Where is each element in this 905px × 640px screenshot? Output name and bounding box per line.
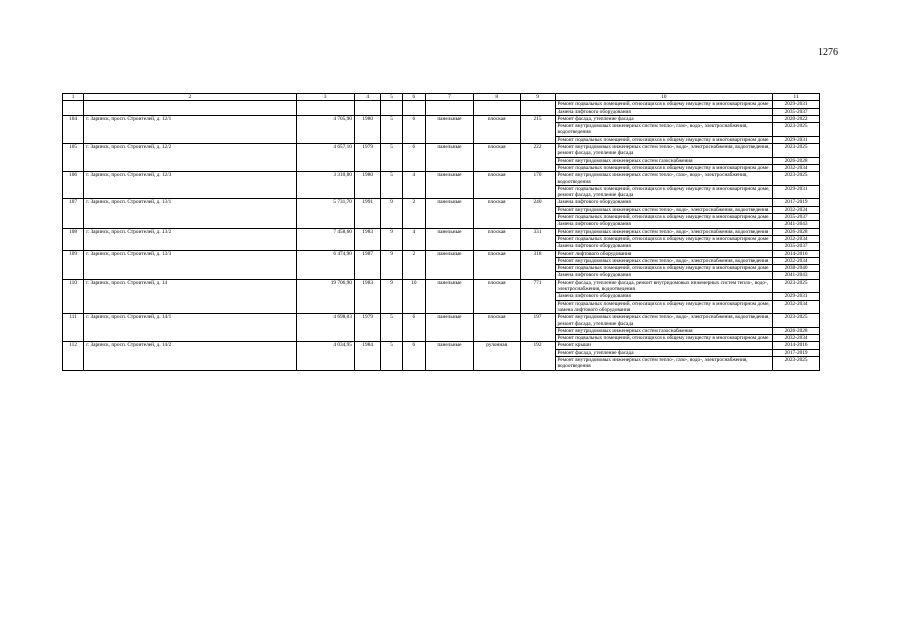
work-type: Ремонт внутридомовых инженерных систем газоснабжения [555, 327, 773, 334]
work-period: 2035-2037 [773, 108, 820, 115]
house-number: 104 [63, 115, 84, 143]
house-walls: панельные [426, 199, 474, 228]
house-roof: плоская [473, 314, 520, 342]
page-number: 1276 [818, 47, 838, 58]
house-walls: панельные [426, 115, 474, 143]
work-type: Ремонт фасада, утепление фасада, ремонт внутридомовых инженерных систем тепло-, водо-, электроснабжения, водоотведения [555, 279, 773, 293]
house-number: 107 [63, 199, 84, 228]
column-number-row [63, 94, 820, 101]
house-number: 108 [63, 228, 84, 250]
house-walls: панельные [426, 314, 474, 342]
house-entrances: 2 [402, 250, 425, 279]
table-row [63, 250, 820, 257]
table-row [63, 314, 820, 328]
house-address: г. Заринск, просп. Строителей, д. 14/2 [84, 342, 296, 370]
house-number: 112 [63, 342, 84, 370]
work-type: Ремонт внутридомовых инженерных систем газоснабжения [555, 157, 773, 164]
house-walls: панельные [426, 279, 474, 313]
work-period: 2032-2034 [773, 335, 820, 342]
work-type: Ремонт подвальных помещений, относящихся к общему имуществу в многоквартирном доме, замена лифтового оборудования [555, 300, 773, 314]
table-row [63, 115, 820, 122]
house-floors: 5 [381, 144, 402, 172]
house-roof: плоская [473, 172, 520, 199]
work-period: 2026-2028 [773, 327, 820, 334]
house-entrances: 4 [402, 228, 425, 250]
work-period: 2032-2034 [773, 235, 820, 242]
house-address [84, 101, 296, 116]
work-type: Ремонт внутридомовых инженерных систем тепло-, водо-, электроснабжения, водоотведения [555, 228, 773, 235]
work-type: Ремонт подвальных помещений, относящихся к общему имуществу в многоквартирном доме [555, 101, 773, 108]
work-type: Ремонт подвальных помещений, относящихся к общему имуществу в многоквартирном доме [555, 235, 773, 242]
work-type: Замена лифтового оборудования [555, 108, 773, 115]
work-period: 2041-2043 [773, 221, 820, 228]
work-type: Ремонт внутридомовых инженерных систем тепло-, газо-, водо-, электроснабжения, водоотведения [555, 356, 773, 370]
house-floors: 5 [381, 115, 402, 143]
house-address: г. Заринск, просп. Строителей, д. 13/2 [84, 228, 296, 250]
house-entrances: 6 [402, 342, 425, 370]
house-residents: 222 [520, 144, 555, 172]
house-residents: 215 [520, 115, 555, 143]
column-header: 10 [555, 94, 773, 101]
work-type: Замена лифтового оборудования [555, 199, 773, 206]
column-header: 4 [354, 94, 381, 101]
work-type: Замена лифтового оборудования [555, 272, 773, 279]
house-number: 106 [63, 172, 84, 199]
work-period: 2017-2019 [773, 199, 820, 206]
table-row [63, 172, 820, 186]
house-roof: плоская [473, 228, 520, 250]
house-residents: 331 [520, 228, 555, 250]
work-type: Ремонт внутридомовых инженерных систем тепло-, водо-, электроснабжения, водоотведения [555, 206, 773, 213]
work-period: 2032-2034 [773, 206, 820, 213]
house-floors: 9 [381, 199, 402, 228]
house-floors: 9 [381, 250, 402, 279]
work-period: 2023-2025 [773, 172, 820, 186]
house-roof: плоская [473, 199, 520, 228]
work-period: 2035-2037 [773, 214, 820, 221]
house-area: 5 731,70 [296, 199, 354, 228]
house-floors: 9 [381, 279, 402, 313]
work-period: 2041-2043 [773, 272, 820, 279]
house-address: г. Заринск, просп. Строителей, д. 13/1 [84, 199, 296, 228]
house-area: 4 705,90 [296, 115, 354, 143]
work-period: 2032-2034 [773, 164, 820, 171]
house-year: 1980 [354, 115, 381, 143]
house-walls: панельные [426, 172, 474, 199]
house-area: 19 706,90 [296, 279, 354, 313]
house-entrances: 4 [402, 172, 425, 199]
house-year: 1979 [354, 314, 381, 342]
house-roof [473, 101, 520, 116]
house-year: 1980 [354, 172, 381, 199]
house-year: 1983 [354, 279, 381, 313]
table-row [63, 228, 820, 235]
house-year: 1991 [354, 199, 381, 228]
work-period: 2026-2028 [773, 228, 820, 235]
house-address: г. Заринск, просп. Строителей, д. 13/3 [84, 250, 296, 279]
house-area: 4 034,95 [296, 342, 354, 370]
table-row [63, 101, 820, 108]
work-period: 2023-2025 [773, 279, 820, 293]
house-walls: панельные [426, 342, 474, 370]
house-address: г. Заринск, просп. Строителей, д. 14/1 [84, 314, 296, 342]
house-year: 1979 [354, 144, 381, 172]
work-period: 2035-2037 [773, 243, 820, 250]
house-year: 1984 [354, 342, 381, 370]
work-period: 2029-2031 [773, 136, 820, 143]
house-roof: рулонная [473, 342, 520, 370]
house-roof: плоская [473, 144, 520, 172]
house-address: г. Заринск, просп. Строителей, д. 12/1 [84, 115, 296, 143]
house-entrances: 2 [402, 199, 425, 228]
house-area: 7 458,60 [296, 228, 354, 250]
house-number: 105 [63, 144, 84, 172]
table-row [63, 279, 820, 293]
column-header: 6 [402, 94, 425, 101]
house-roof: плоская [473, 115, 520, 143]
house-year: 1987 [354, 250, 381, 279]
house-residents: 240 [520, 199, 555, 228]
house-number: 110 [63, 279, 84, 313]
housing-register-table [62, 93, 820, 371]
work-type: Ремонт внутридомовых инженерных систем тепло-, водо-, электроснабжения, водоотведения, ремонт фасада, утепление фасада [555, 144, 773, 158]
work-period: 2023-2025 [773, 144, 820, 158]
house-entrances: 6 [402, 314, 425, 342]
house-year: 1983 [354, 228, 381, 250]
work-type: Ремонт внутридомовых инженерных систем тепло-, водо-, электроснабжения, водоотведения [555, 257, 773, 264]
work-period: 2014-2016 [773, 250, 820, 257]
house-number: 111 [63, 314, 84, 342]
work-type: Ремонт внутридомовых инженерных систем тепло-, газо-, водо-, электроснабжения, водоотведения [555, 172, 773, 186]
house-walls: панельные [426, 228, 474, 250]
column-header: 2 [84, 94, 296, 101]
house-residents: 170 [520, 172, 555, 199]
house-area: 3 310,80 [296, 172, 354, 199]
work-period: 2029-2031 [773, 293, 820, 300]
work-period: 2038-2040 [773, 265, 820, 272]
work-type: Замена лифтового оборудования [555, 243, 773, 250]
house-area [296, 101, 354, 116]
table-row [63, 342, 820, 349]
work-type: Ремонт фасада, утепление фасада [555, 115, 773, 122]
house-roof: плоская [473, 279, 520, 313]
work-period: 2026-2028 [773, 157, 820, 164]
work-period: 2032-2034 [773, 257, 820, 264]
column-header: 8 [473, 94, 520, 101]
work-type: Ремонт подвальных помещений, относящихся к общему имуществу в многоквартирном доме [555, 265, 773, 272]
house-floors: 5 [381, 342, 402, 370]
work-period: 2023-2025 [773, 314, 820, 328]
house-residents: 192 [520, 342, 555, 370]
work-period: 2017-2019 [773, 349, 820, 356]
house-roof: плоская [473, 250, 520, 279]
work-period: 2020-2022 [773, 115, 820, 122]
column-header: 7 [426, 94, 474, 101]
work-period: 2023-2025 [773, 123, 820, 137]
house-residents: 318 [520, 250, 555, 279]
column-header: 1 [63, 94, 84, 101]
house-residents: 771 [520, 279, 555, 313]
house-floors: 5 [381, 314, 402, 342]
column-header: 3 [296, 94, 354, 101]
house-address: г. Заринск, просп. Строителей, д. 14 [84, 279, 296, 313]
work-period: 2032-2034 [773, 300, 820, 314]
work-type: Ремонт фасада, утепление фасада [555, 349, 773, 356]
house-area: 4 657,10 [296, 144, 354, 172]
work-type: Ремонт подвальных помещений, относящихся к общему имуществу в многоквартирном доме [555, 136, 773, 143]
column-header: 11 [773, 94, 820, 101]
house-area: 4 698,03 [296, 314, 354, 342]
work-type: Ремонт подвальных помещений, относящихся к общему имуществу в многоквартирном доме [555, 164, 773, 171]
work-type: Замена лифтового оборудования [555, 293, 773, 300]
table-row [63, 199, 820, 206]
work-type: Ремонт подвальных помещений, относящихся к общему имуществу в многоквартирном доме [555, 335, 773, 342]
house-walls: панельные [426, 250, 474, 279]
work-period: 2029-2031 [773, 101, 820, 108]
house-floors: 5 [381, 172, 402, 199]
house-address: г. Заринск, просп. Строителей, д. 12/2 [84, 144, 296, 172]
house-entrances [402, 101, 425, 116]
house-year [354, 101, 381, 116]
house-walls [426, 101, 474, 116]
work-type: Ремонт подвальных помещений, относящихся к общему имуществу в многоквартирном доме, ремонт фасада, утепление фасада [555, 185, 773, 199]
house-floors [381, 101, 402, 116]
work-period: 2029-2031 [773, 185, 820, 199]
work-type: Ремонт внутридомовых инженерных систем тепло-, водо-, электроснабжения, водоотведения, ремонт фасада, утепление фасада [555, 314, 773, 328]
table-row [63, 144, 820, 158]
house-walls: панельные [426, 144, 474, 172]
house-area: 6 474,90 [296, 250, 354, 279]
house-number: 109 [63, 250, 84, 279]
work-period: 2023-2025 [773, 356, 820, 370]
house-entrances: 6 [402, 144, 425, 172]
house-residents [520, 101, 555, 116]
column-header: 5 [381, 94, 402, 101]
work-period: 2014-2016 [773, 342, 820, 349]
house-residents: 197 [520, 314, 555, 342]
work-type: Ремонт внутридомовых инженерных систем тепло-, газо-, водо-, электроснабжения, водоотведения [555, 123, 773, 137]
work-type: Ремонт лифтового оборудования [555, 250, 773, 257]
house-floors: 9 [381, 228, 402, 250]
work-type: Замена лифтового оборудования [555, 221, 773, 228]
work-type: Ремонт подвальных помещений, относящихся к общему имуществу в многоквартирном доме [555, 214, 773, 221]
column-header: 9 [520, 94, 555, 101]
house-entrances: 10 [402, 279, 425, 313]
work-type: Ремонт крыши [555, 342, 773, 349]
house-address: г. Заринск, просп. Строителей, д. 12/3 [84, 172, 296, 199]
house-number [63, 101, 84, 116]
house-entrances: 6 [402, 115, 425, 143]
